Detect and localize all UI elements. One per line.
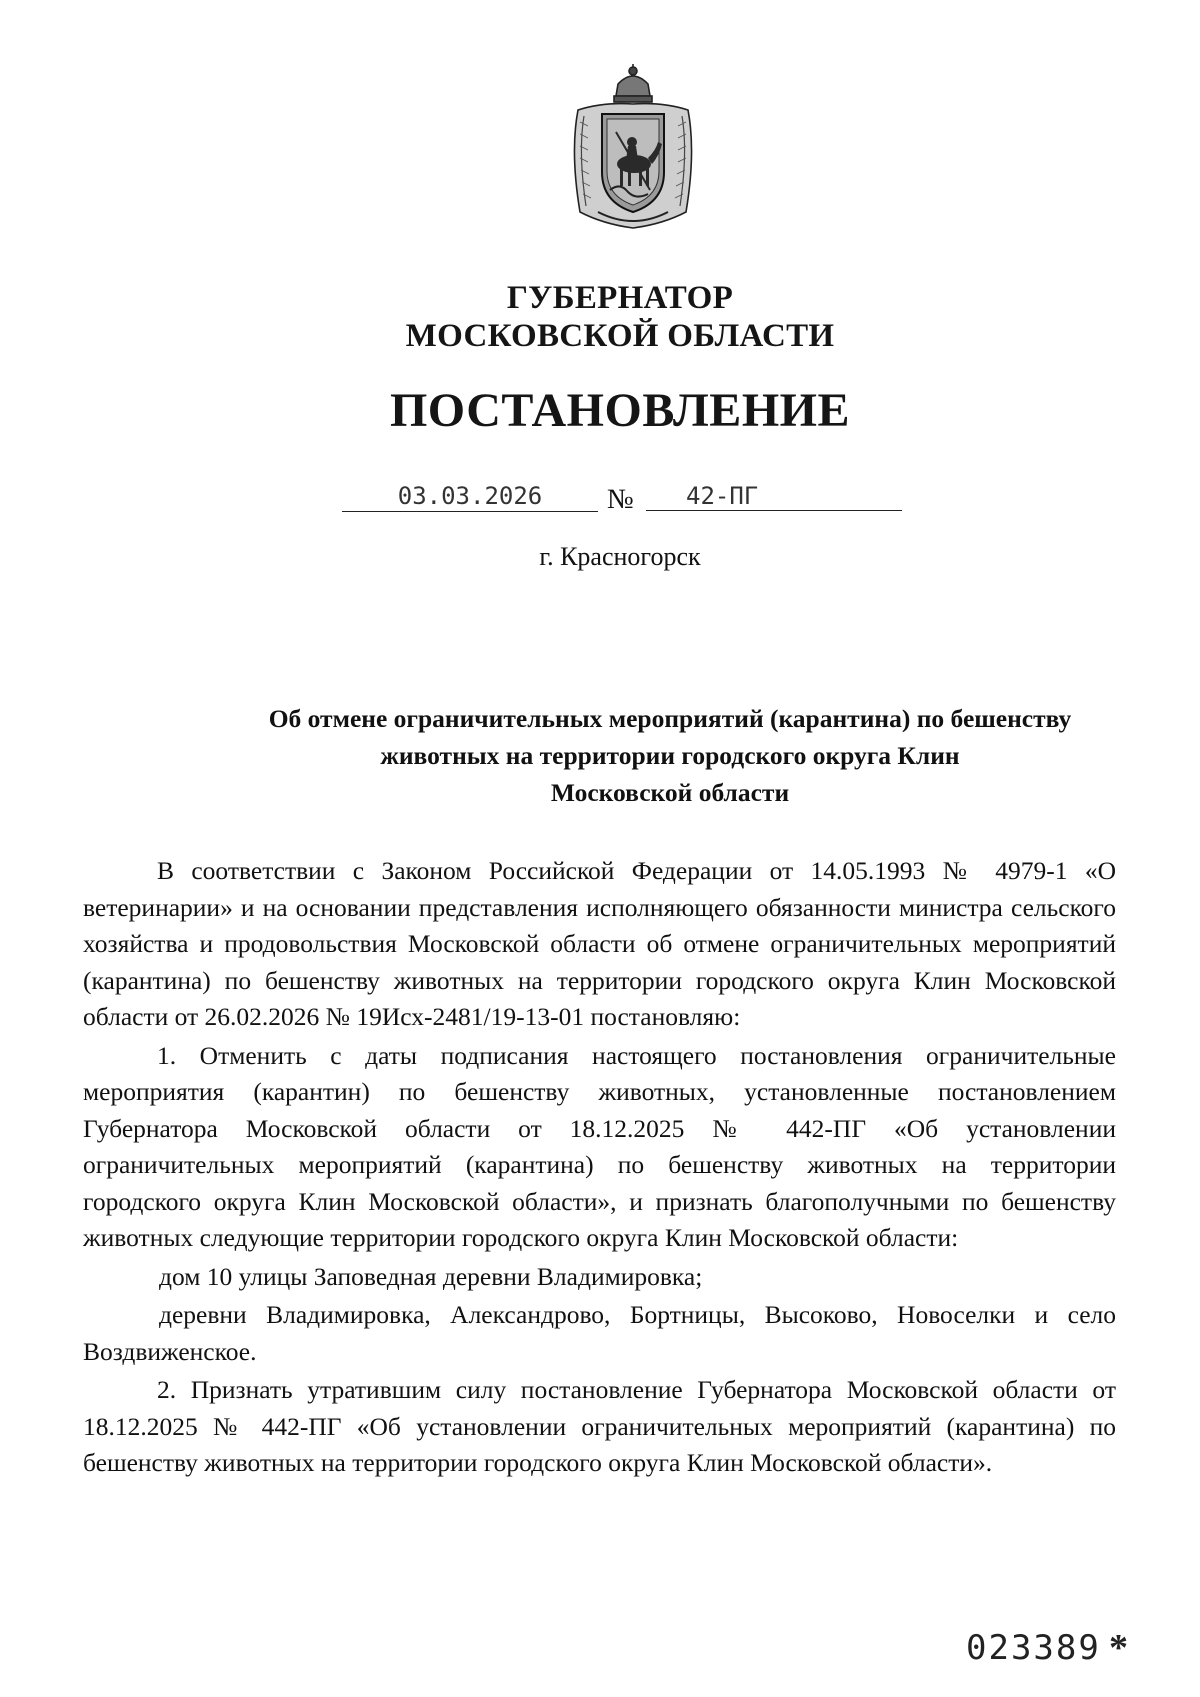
preamble-paragraph: В соответствии с Законом Российской Федерации от 14.05.1993 № 4979-1 «О ветеринарии» и на основании представления исполняющего обязанности министра сельского хозяйства и продовольствия Московской области об отмене ограничительных мероприятий (карантина) по бешенству животных на территории городского округа Клин Московской области от 26.02.2026 № 19Исх-2481/19-13-01 постановляю: (83, 856, 1116, 1031)
document-title-line1: Об отмене ограничительных мероприятий (карантина) по бешенству (268, 704, 1072, 733)
item-1-subitem-1: дом 10 улицы Заповедная деревни Владимировка; (159, 1261, 703, 1291)
item-1-subitem-2: деревни Владимировка, Александрово, Бортницы, Высоково, Новоселки и село Воздвиженское. (83, 1300, 1116, 1366)
document-body (83, 853, 1116, 1482)
authority-name-line1: ГУБЕРНАТОР (506, 280, 734, 316)
document-title (100, 700, 1200, 811)
document-title-line3: Московской области (550, 778, 790, 807)
issue-city: г. Красногорск (539, 542, 701, 571)
coat-of-arms-icon (558, 62, 708, 232)
document-date: 03.03.2026 (342, 481, 598, 512)
document-type-heading: ПОСТАНОВЛЕНИЕ (389, 384, 851, 437)
authority-name-line2: МОСКОВСКОЙ ОБЛАСТИ (405, 318, 835, 354)
number-sign: № (607, 484, 634, 515)
serial-star-mark: * (1109, 1627, 1128, 1669)
item-1-paragraph: 1. Отменить с даты подписания настоящего постановления ограничительные мероприятия (карантин) по бешенству животных, установленные постановлением Губернатора Московской области от 18.12.2025 № 442-ПГ «Об установлении ограничительных мероприятий (карантина) по бешенству животных на территории городского округа Клин Московской области», и признать благополучными по бешенству животных следующие территории городского округа Клин Московской области: (83, 1040, 1116, 1252)
item-2-paragraph: 2. Признать утратившим силу постановление Губернатора Московской области от 18.12.2025 № 442-ПГ «Об установлении ограничительных мероприятий (карантина) по бешенству животных на территории городского округа Клин Московской области». (83, 1375, 1116, 1477)
form-serial-number: 023389 (966, 1628, 1101, 1668)
document-number: 42-ПГ (646, 481, 902, 511)
document-title-line2: животных на территории городского округа Клин (380, 741, 960, 770)
